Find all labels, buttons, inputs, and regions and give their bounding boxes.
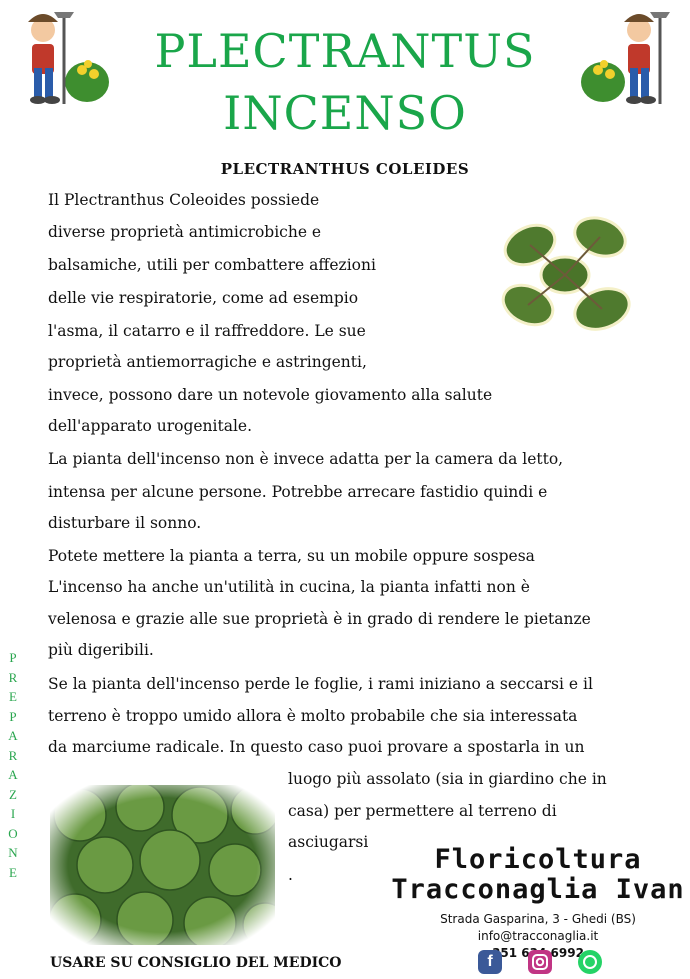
body-text-line: l'asma, il catarro e il raffreddore. Le sue <box>48 322 366 340</box>
shop-address: Strada Gasparina, 3 - Ghedi (BS) <box>440 912 636 926</box>
shop-name-line2: Tracconaglia Ivan <box>391 874 685 905</box>
body-text-line: Potete mettere la pianta a terra, su un mobile oppure sospesa <box>48 547 535 565</box>
body-text-line: proprietà antiemorragiche e astringenti, <box>48 353 367 371</box>
shop-phone[interactable]: 351 6992 <box>492 946 584 960</box>
gardener-illustration-right <box>578 4 678 108</box>
body-text-line: Se la pianta dell'incenso perde le foglie, i rami iniziano a seccarsi e il <box>48 675 593 693</box>
body-text-line: invece, possono dare un notevole giovamento alla salute <box>48 386 493 404</box>
body-text-line: terreno è troppo umido allora è molto probabile che sia interessata <box>48 707 578 725</box>
shop-email[interactable]: info@tracconaglia.it <box>477 929 599 943</box>
medical-warning: USARE SU CONSIGLIO DEL MEDICO <box>50 955 342 971</box>
body-text-line: velenosa e grazie alle sue proprietà è in grado di rendere le pietanze <box>48 610 591 628</box>
body-text-line: Il Plectranthus Coleoides possiede <box>48 191 320 209</box>
body-text-line: intensa per alcune persone. Potrebbe arrecare fastidio quindi e <box>48 483 548 501</box>
body-text-line: luogo più assolato (sia in giardino che in <box>288 770 607 788</box>
plant-photo-bottom <box>50 785 275 945</box>
gardener-illustration-left <box>12 4 112 108</box>
body-text-line: balsamiche, utili per combattere affezioni <box>48 256 376 274</box>
shop-name-line1: Floricoltura <box>434 844 642 875</box>
whatsapp-icon[interactable] <box>578 950 602 974</box>
body-text-line: asciugarsi <box>288 833 369 851</box>
page-title-line2: INCENSO <box>223 86 467 140</box>
shop-info <box>388 845 688 962</box>
facebook-icon[interactable]: f <box>478 950 502 974</box>
instagram-icon[interactable] <box>528 950 552 974</box>
body-text-line: . <box>288 866 293 884</box>
body-text-line: delle vie respiratorie, come ad esempio <box>48 289 359 307</box>
body-text-line: dell'apparato urogenitale. <box>48 417 253 435</box>
body-text-line: diverse proprietà antimicrobiche e <box>48 223 322 241</box>
body-text-line: L'incenso ha anche un'utilità in cucina, la pianta infatti non è <box>48 578 530 596</box>
body-text-line: da marciume radicale. In questo caso puoi provare a spostarla in un <box>48 738 585 756</box>
body-text-line: La pianta dell'incenso non è invece adatta per la camera da letto, <box>48 450 564 468</box>
body-text-line: casa) per permettere al terreno di <box>288 802 557 820</box>
page-subtitle: PLECTRANTHUS COLEIDES <box>220 160 470 178</box>
body-text-line: più digeribili. <box>48 641 154 659</box>
page-title-line1: PLECTRANTUS <box>154 24 536 78</box>
side-label-preparazione: P R E P A R A Z I O N E <box>8 650 18 880</box>
body-text-line: disturbare il sonno. <box>48 514 202 532</box>
social-icons <box>478 950 602 974</box>
plant-photo-top <box>490 205 640 345</box>
